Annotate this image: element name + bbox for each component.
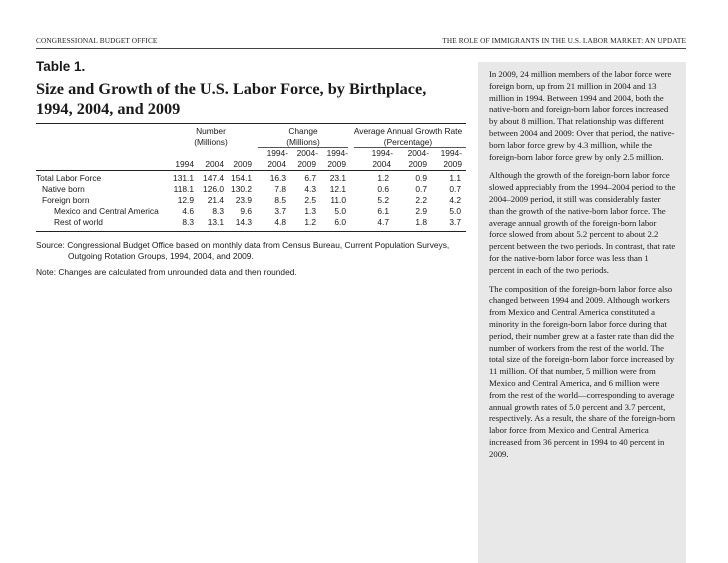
table-top-rule <box>36 123 466 124</box>
cell: 21.4 <box>207 195 224 205</box>
cell: 8.3 <box>212 206 224 216</box>
cell: 6.7 <box>304 173 316 183</box>
row-label: Mexico and Central America <box>54 206 159 216</box>
sidebar-paragraph: The composition of the foreign-born labor force also changed between 1994 and 2009. Although workers from Mexico and Central America constituted a minority in the foreign-born labor force during that period, their number grew at a faster rate than did the number of workers from the rest of the world. The total size of the foreign-born labor force increased by 11 million. Of that number, 5 million were from Mexico and Central America, and 6 million were from the rest of the world—corresponding to average annual growth rates of 5.0 percent and 3.7 percent, respectively. As a result, the share of the foreign-born labor force from Mexico and Central America increased from 36 percent in 1994 to 40 percent in 2009. <box>489 283 676 459</box>
col-growth-a-bottom: 2004 <box>372 159 391 169</box>
group-change-title: Change <box>288 126 318 136</box>
row-label: Rest of world <box>54 217 103 227</box>
cell: 8.3 <box>182 217 194 227</box>
col-change-a-top: 1994- <box>266 148 288 158</box>
cell: 0.6 <box>377 184 389 194</box>
source-note: Source: Congressional Budget Office based on monthly data from Census Bureau, Current Population Surveys, Outgoing Rotation Groups, 1994, 2004, and 2009. <box>36 240 450 262</box>
cell: 130.2 <box>231 184 252 194</box>
table-notes <box>36 240 466 279</box>
running-header-left: CONGRESSIONAL BUDGET OFFICE <box>36 36 158 45</box>
col-growth-b-top: 2004- <box>407 148 429 158</box>
col-change-a-bottom: 2004 <box>267 159 286 169</box>
header-bottom-rule <box>36 170 466 171</box>
cell: 4.7 <box>377 217 389 227</box>
cell: 147.4 <box>203 173 224 183</box>
col-number-1994: 1994 <box>175 159 194 169</box>
col-growth-a-top: 1994- <box>371 148 393 158</box>
col-change-b-bottom: 2009 <box>297 159 316 169</box>
header-divider <box>36 48 686 49</box>
cell: 4.2 <box>449 195 461 205</box>
col-growth-b-bottom: 2009 <box>408 159 427 169</box>
table-title: Size and Growth of the U.S. Labor Force, by Birthplace, 1994, 2004, and 2009 <box>36 79 427 118</box>
cell: 13.1 <box>207 217 224 227</box>
cell: 131.1 <box>173 173 194 183</box>
cell: 4.8 <box>274 217 286 227</box>
cell: 6.1 <box>377 206 389 216</box>
group-change-subtitle: (Millions) <box>286 137 320 147</box>
cell: 118.1 <box>173 184 194 194</box>
cell: 12.1 <box>329 184 346 194</box>
note-text: Note: Changes are calculated from unrounded data and then rounded. <box>36 267 297 278</box>
cell: 1.2 <box>304 217 316 227</box>
cell: 9.6 <box>240 206 252 216</box>
table-label: Table 1. <box>36 59 86 74</box>
col-number-2004: 2004 <box>205 159 224 169</box>
cell: 2.5 <box>304 195 316 205</box>
sidebar-paragraph: Although the growth of the foreign-born labor force slowed appreciably from the 1994–2004 period to the 2004–2009 period, it still was considerably faster than the growth of the native-born labor force. The average annual growth of the foreign-born labor force slowed from about 5.2 percent to about 2.2 percent between the two periods. In contrast, that rate for the native-born labor force was less than 1 percent in each of the two periods. <box>489 170 676 275</box>
col-change-c-top: 1994- <box>326 148 348 158</box>
group-growth-title: Average Annual Growth Rate <box>353 126 463 136</box>
cell: 5.0 <box>334 206 346 216</box>
cell: 0.9 <box>415 173 427 183</box>
group-growth-subtitle: (Percentage) <box>383 137 433 147</box>
col-change-b-top: 2004- <box>296 148 318 158</box>
cell: 3.7 <box>274 206 286 216</box>
cell: 126.0 <box>203 184 224 194</box>
cell: 23.9 <box>235 195 252 205</box>
cell: 1.8 <box>415 217 427 227</box>
cell: 12.9 <box>177 195 194 205</box>
row-label: Foreign born <box>42 195 90 205</box>
sidebar-paragraph: In 2009, 24 million members of the labor force were foreign born, up from 21 million in 2004 and 13 million in 1994. Between 1994 and 2004, both the native-born and foreign-born labor forces increased by about 8 million. That relationship was different between 2004 and 2009: Over that period, the native-born labor force grew by 4.3 million, while the foreign-born labor force grew by only 2.5 million. <box>489 69 675 162</box>
group-number-subtitle: (Millions) <box>194 137 228 147</box>
cell: 2.2 <box>415 195 427 205</box>
sidebar-text <box>489 69 676 468</box>
cell: 11.0 <box>330 195 346 205</box>
col-growth-c-top: 1994- <box>440 148 462 158</box>
row-label: Native born <box>42 184 85 194</box>
cell: 0.7 <box>449 184 461 194</box>
cell: 4.6 <box>182 206 194 216</box>
cell: 23.1 <box>329 173 346 183</box>
col-number-2009: 2009 <box>233 159 252 169</box>
cell: 5.2 <box>377 195 389 205</box>
cell: 6.0 <box>334 217 346 227</box>
group-number-title: Number <box>196 126 226 136</box>
col-growth-c-bottom: 2009 <box>443 159 462 169</box>
running-header-right: THE ROLE OF IMMIGRANTS IN THE U.S. LABOR MARKET: AN UPDATE <box>442 36 686 45</box>
cell: 4.3 <box>304 184 316 194</box>
cell: 7.8 <box>274 184 286 194</box>
cell: 1.3 <box>304 206 316 216</box>
cell: 14.3 <box>235 217 252 227</box>
cell: 5.0 <box>449 206 461 216</box>
cell: 0.7 <box>415 184 427 194</box>
cell: 8.5 <box>274 195 286 205</box>
cell: 154.1 <box>231 173 252 183</box>
table-bottom-rule <box>36 231 466 232</box>
cell: 3.7 <box>449 217 461 227</box>
cell: 2.9 <box>415 206 427 216</box>
cell: 1.2 <box>377 173 389 183</box>
row-label: Total Labor Force <box>36 173 102 183</box>
col-change-c-bottom: 2009 <box>327 159 346 169</box>
cell: 16.3 <box>269 173 286 183</box>
cell: 1.1 <box>449 173 461 183</box>
